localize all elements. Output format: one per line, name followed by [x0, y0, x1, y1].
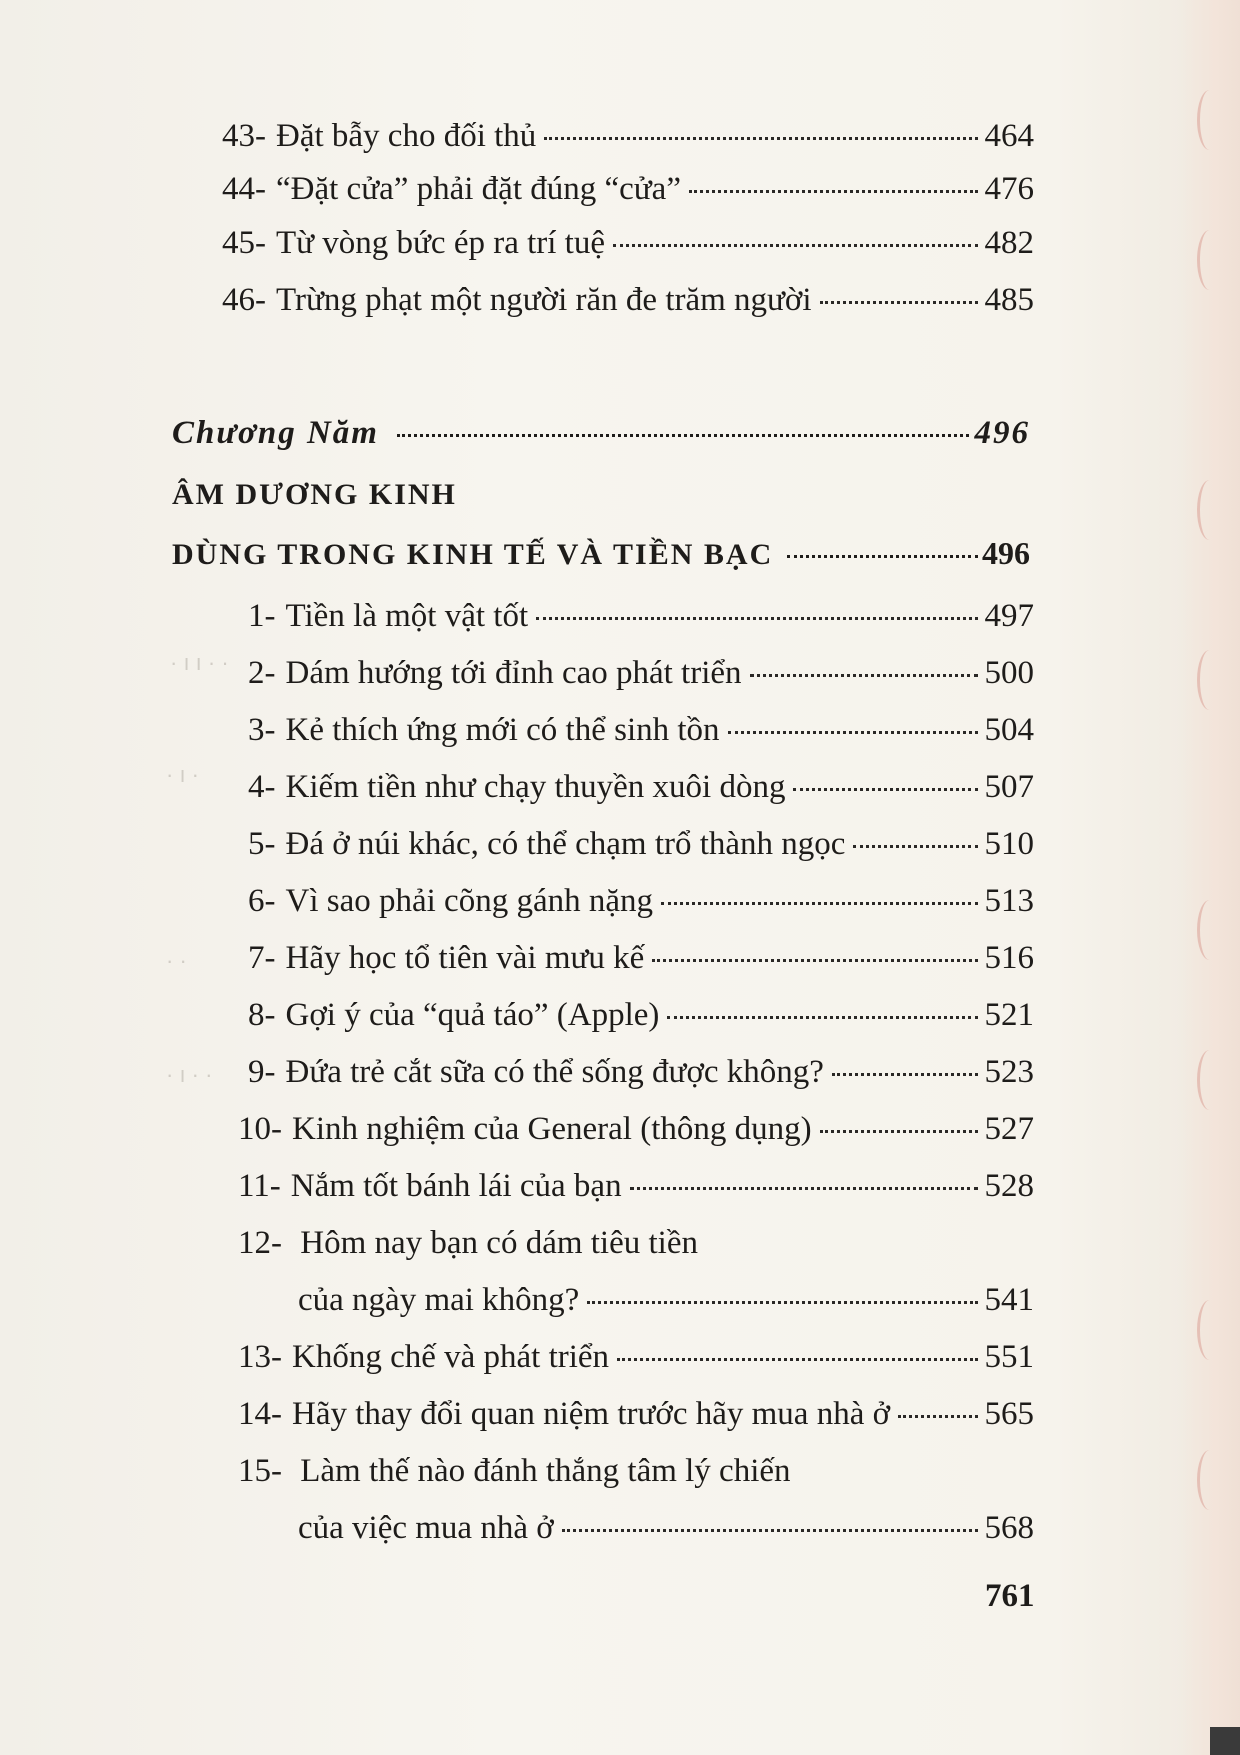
entry-page: 476	[984, 171, 1034, 207]
toc-entry	[222, 171, 1034, 208]
entry-title: Hãy học tổ tiên vài mưu kế	[285, 940, 645, 976]
toc-entry	[238, 1168, 1034, 1205]
toc-entry	[238, 1111, 1034, 1148]
section-title-line2: DÙNG TRONG KINH TẾ VÀ TIỀN BẠC	[172, 538, 774, 571]
chapter-heading	[172, 415, 1030, 452]
entry-title-continuation: của việc mua nhà ở	[298, 1510, 554, 1546]
entry-title: “Đặt cửa” phải đặt đúng “cửa”	[276, 171, 681, 207]
dot-leader	[820, 301, 978, 304]
toc-entry-continuation	[298, 1282, 1034, 1319]
toc-entry	[248, 1054, 1034, 1091]
section-title-line1: ÂM DƯƠNG KINH	[172, 478, 457, 511]
dot-leader	[832, 1073, 978, 1076]
entry-title: Hôm nay bạn có dám tiêu tiền	[300, 1225, 698, 1261]
entry-page: 516	[984, 940, 1034, 976]
toc-entry	[248, 655, 1034, 692]
dot-leader	[630, 1187, 978, 1190]
entry-page: 521	[984, 997, 1034, 1033]
dot-leader	[793, 788, 978, 791]
entry-number: 9-	[248, 1054, 276, 1090]
entry-number: 4-	[248, 769, 276, 805]
entry-page: 510	[984, 826, 1034, 862]
entry-title: Khống chế và phát triển	[292, 1339, 610, 1375]
entry-number: 5-	[248, 826, 276, 862]
bleed-mark	[1197, 1450, 1222, 1510]
bleed-through-mark: · ı ·	[166, 762, 199, 787]
entry-title: Làm thế nào đánh thắng tâm lý chiến	[300, 1453, 791, 1489]
entry-title: Gợi ý của “quả táo” (Apple)	[285, 997, 660, 1033]
dot-leader	[613, 244, 978, 247]
entry-number: 45-	[222, 225, 266, 261]
entry-number: 3-	[248, 712, 276, 748]
entry-title: Vì sao phải cõng gánh nặng	[285, 883, 653, 919]
dot-leader	[750, 674, 978, 677]
entry-title: Kinh nghiệm của General (thông dụng)	[292, 1111, 812, 1147]
dot-leader	[652, 959, 978, 962]
dot-leader	[397, 434, 969, 437]
toc-entry	[248, 997, 1034, 1034]
dot-leader	[787, 555, 978, 558]
entry-page: 482	[984, 225, 1034, 261]
entry-number: 15-	[238, 1453, 282, 1489]
bleed-through-mark: · ·	[166, 948, 187, 973]
dot-leader	[661, 902, 978, 905]
entry-page: 507	[984, 769, 1034, 805]
toc-entry	[248, 940, 1034, 977]
entry-title: Kiếm tiền như chạy thuyền xuôi dòng	[285, 769, 786, 805]
entry-title: Đặt bẫy cho đối thủ	[276, 118, 537, 154]
toc-entry-first-line	[238, 1225, 698, 1262]
entry-title: Đá ở núi khác, có thể chạm trổ thành ngọc	[285, 826, 846, 862]
bleed-through-mark: · ı · ·	[166, 1062, 213, 1087]
entry-number: 43-	[222, 118, 266, 154]
entry-page: 504	[984, 712, 1034, 748]
entry-title-continuation: của ngày mai không?	[298, 1282, 580, 1318]
entry-page: 568	[984, 1510, 1034, 1546]
bleed-mark	[1197, 1300, 1222, 1360]
entry-number: 6-	[248, 883, 276, 919]
toc-entry	[248, 712, 1034, 749]
entry-page: 500	[984, 655, 1034, 691]
toc-entry	[248, 883, 1034, 920]
dot-leader	[853, 845, 978, 848]
scan-corner	[1210, 1727, 1240, 1755]
dot-leader	[898, 1415, 978, 1418]
toc-entry	[248, 598, 1034, 635]
entry-title: Tiền là một vật tốt	[285, 598, 529, 634]
toc-entry-first-line	[238, 1453, 791, 1490]
toc-entry	[238, 1396, 1034, 1433]
page-edge-shadow	[1180, 0, 1240, 1755]
dot-leader	[689, 190, 978, 193]
entry-page: 565	[984, 1396, 1034, 1432]
dot-leader	[587, 1301, 978, 1304]
entry-number: 11-	[238, 1168, 281, 1204]
bleed-mark	[1197, 230, 1222, 290]
entry-page: 513	[984, 883, 1034, 919]
entry-page: 551	[984, 1339, 1034, 1375]
bleed-mark	[1197, 650, 1222, 710]
section-heading	[172, 535, 1030, 572]
dot-leader	[544, 137, 978, 140]
bleed-mark	[1197, 90, 1222, 150]
entry-title: Từ vòng bức ép ra trí tuệ	[276, 225, 606, 261]
entry-title: Dám hướng tới đỉnh cao phát triển	[285, 655, 742, 691]
entry-number: 46-	[222, 282, 266, 318]
entry-title: Đứa trẻ cắt sữa có thể sống được không?	[285, 1054, 824, 1090]
dot-leader	[820, 1130, 978, 1133]
entry-page: 528	[984, 1168, 1034, 1204]
entry-page: 523	[984, 1054, 1034, 1090]
chapter-label: Chương Năm	[172, 415, 379, 451]
dot-leader	[536, 617, 978, 620]
toc-entry-continuation	[298, 1510, 1034, 1547]
entry-number: 10-	[238, 1111, 282, 1147]
entry-number: 12-	[238, 1225, 282, 1261]
entry-page: 527	[984, 1111, 1034, 1147]
entry-title: Hãy thay đổi quan niệm trước hãy mua nhà ở	[292, 1396, 891, 1432]
toc-entry	[248, 769, 1034, 806]
entry-title: Nắm tốt bánh lái của bạn	[290, 1168, 622, 1204]
entry-number: 13-	[238, 1339, 282, 1375]
entry-title: Trừng phạt một người răn đe trăm người	[276, 282, 812, 318]
section-page: 496	[982, 535, 1030, 571]
entry-number: 7-	[248, 940, 276, 976]
toc-entry	[248, 826, 1034, 863]
bleed-mark	[1197, 480, 1222, 540]
entry-title: Kẻ thích ứng mới có thể sinh tồn	[285, 712, 720, 748]
bleed-through-mark: · ı ı · ·	[170, 650, 229, 675]
toc-entry	[238, 1339, 1034, 1376]
dot-leader	[617, 1358, 978, 1361]
entry-page: 485	[984, 282, 1034, 318]
page-number: 761	[985, 1578, 1035, 1614]
toc-entry	[222, 282, 1034, 319]
dot-leader	[562, 1529, 978, 1532]
entry-number: 44-	[222, 171, 266, 207]
toc-entry	[222, 118, 1034, 155]
bleed-mark	[1197, 900, 1222, 960]
bleed-mark	[1197, 1050, 1222, 1110]
entry-page: 497	[984, 598, 1034, 634]
entry-page: 464	[984, 118, 1034, 154]
entry-page: 541	[984, 1282, 1034, 1318]
entry-number: 1-	[248, 598, 276, 634]
dot-leader	[667, 1016, 978, 1019]
entry-number: 14-	[238, 1396, 282, 1432]
dot-leader	[728, 731, 978, 734]
chapter-page: 496	[974, 415, 1030, 451]
toc-entry	[222, 225, 1034, 262]
entry-number: 2-	[248, 655, 276, 691]
entry-number: 8-	[248, 997, 276, 1033]
